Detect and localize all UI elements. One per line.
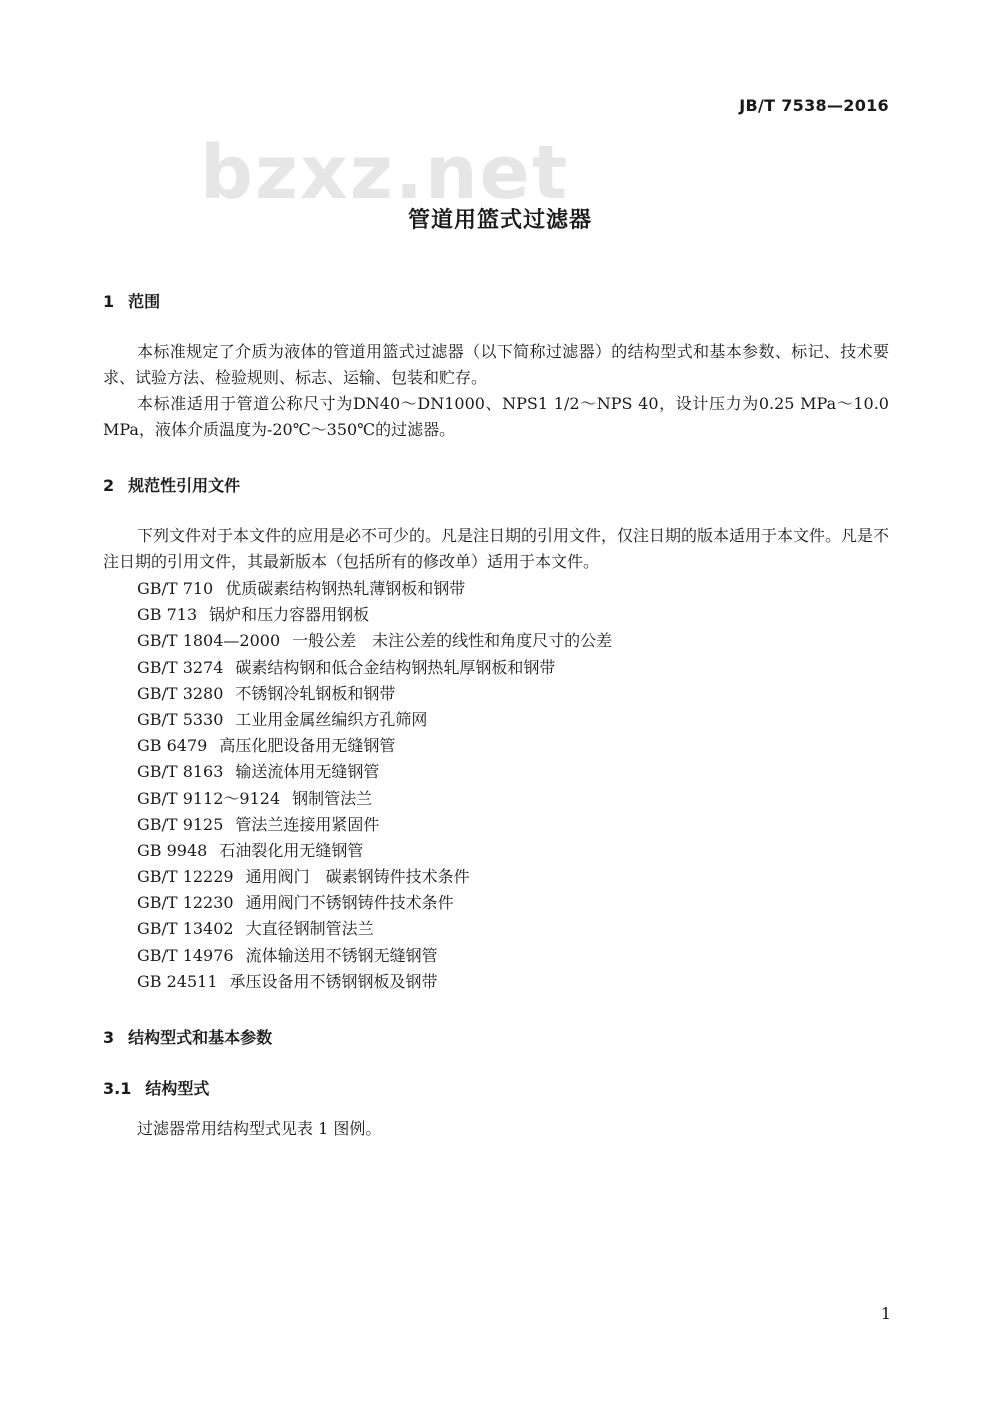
reference-code: GB/T 3280 [137,683,224,703]
reference-code: GB/T 9112～9124 [137,788,281,808]
reference-title: 锅炉和压力容器用钢板 [209,605,370,625]
page-number: 1 [880,1304,891,1323]
reference-code: GB/T 5330 [137,709,224,729]
section-1-paragraph: 本标准适用于管道公称尺寸为DN40～DN1000、NPS1 1/2～NPS 40，设计压力为0.25 MPa～10.0 MPa，液体介质温度为-20℃～350℃的过滤器。 [103,394,889,439]
section-3-number: 3 [103,1028,115,1047]
section-3-1-title: 结构型式 [145,1079,210,1098]
reference-item [137,655,612,681]
reference-item [137,864,612,890]
section-2-intro [103,523,889,575]
reference-item [137,759,612,785]
reference-item [137,812,612,838]
reference-item [137,628,612,654]
reference-title: 通用阀门 碳素钢铸件技术条件 [245,867,470,887]
reference-title: 石油裂化用无缝钢管 [219,840,364,860]
reference-code: GB/T 8163 [137,762,224,782]
reference-title: 输送流体用无缝钢管 [235,762,380,782]
reference-title: 通用阀门不锈钢铸件技术条件 [245,893,454,913]
section-2-intro-text: 下列文件对于本文件的应用是必不可少的。凡是注日期的引用文件，仅注日期的版本适用于本文件。凡是不注日期的引用文件，其最新版本（包括所有的修改单）适用于本文件。 [103,526,890,571]
reference-item [137,707,612,733]
reference-code: GB/T 1804—2000 [137,631,281,651]
reference-code: GB/T 12229 [137,867,234,887]
reference-item [137,890,612,916]
reference-item [137,576,612,602]
reference-item [137,943,612,969]
reference-title: 承压设备用不锈钢钢板及钢带 [229,971,438,991]
reference-title: 流体输送用不锈钢无缝钢管 [245,945,438,965]
reference-code: GB/T 710 [137,579,214,598]
section-3-1-text: 过滤器常用结构型式见表 1 图例。 [137,1119,382,1138]
reference-code: GB/T 9125 [137,814,224,834]
reference-list [137,576,612,995]
reference-code: GB/T 3274 [137,657,224,677]
reference-code: GB/T 13402 [137,919,234,939]
section-1-title: 范围 [128,292,161,311]
section-1-heading [103,289,160,312]
reference-title: 钢制管法兰 [292,788,373,808]
reference-code: GB 9948 [137,840,208,860]
reference-item [137,681,612,707]
section-3-title: 结构型式和基本参数 [128,1028,273,1047]
reference-item [137,733,612,759]
reference-title: 碳素结构钢和低合金结构钢热轧厚钢板和钢带 [235,657,556,677]
section-3-1-number: 3.1 [103,1079,132,1098]
section-1-paragraph: 本标准规定了介质为液体的管道用篮式过滤器（以下简称过滤器）的结构型式和基本参数、标记、技术要求、试验方法、检验规则、标志、运输、包装和贮存。 [103,342,889,387]
reference-title: 一般公差 未注公差的线性和角度尺寸的公差 [292,631,613,651]
reference-code: GB/T 12230 [137,893,234,913]
watermark: bzxz.net [200,130,570,216]
section-2-number: 2 [103,476,115,495]
reference-title: 不锈钢冷轧钢板和钢带 [235,683,396,703]
reference-title: 管法兰连接用紧固件 [235,814,380,834]
section-1-number: 1 [103,292,115,311]
document-title: 管道用篮式过滤器 [407,208,592,233]
reference-title: 工业用金属丝编织方孔筛网 [235,709,428,729]
reference-item [137,786,612,812]
reference-code: GB/T 14976 [137,945,234,965]
section-1-body [103,339,889,443]
section-3-heading [103,1025,272,1048]
reference-title: 优质碳素结构钢热轧薄钢板和钢带 [225,579,466,598]
reference-item [137,969,612,995]
reference-item [137,916,612,942]
reference-code: GB 713 [137,605,198,625]
section-2-heading [103,473,240,496]
reference-code: GB 24511 [137,971,218,991]
reference-code: GB 6479 [137,736,208,756]
section-2-title: 规范性引用文件 [128,476,241,495]
section-3-1-heading [103,1076,209,1099]
reference-title: 高压化肥设备用无缝钢管 [219,736,396,756]
reference-item [137,838,612,864]
standard-code: JB/T 7538—2016 [739,96,889,115]
reference-title: 大直径钢制管法兰 [245,919,374,939]
reference-item [137,602,612,628]
